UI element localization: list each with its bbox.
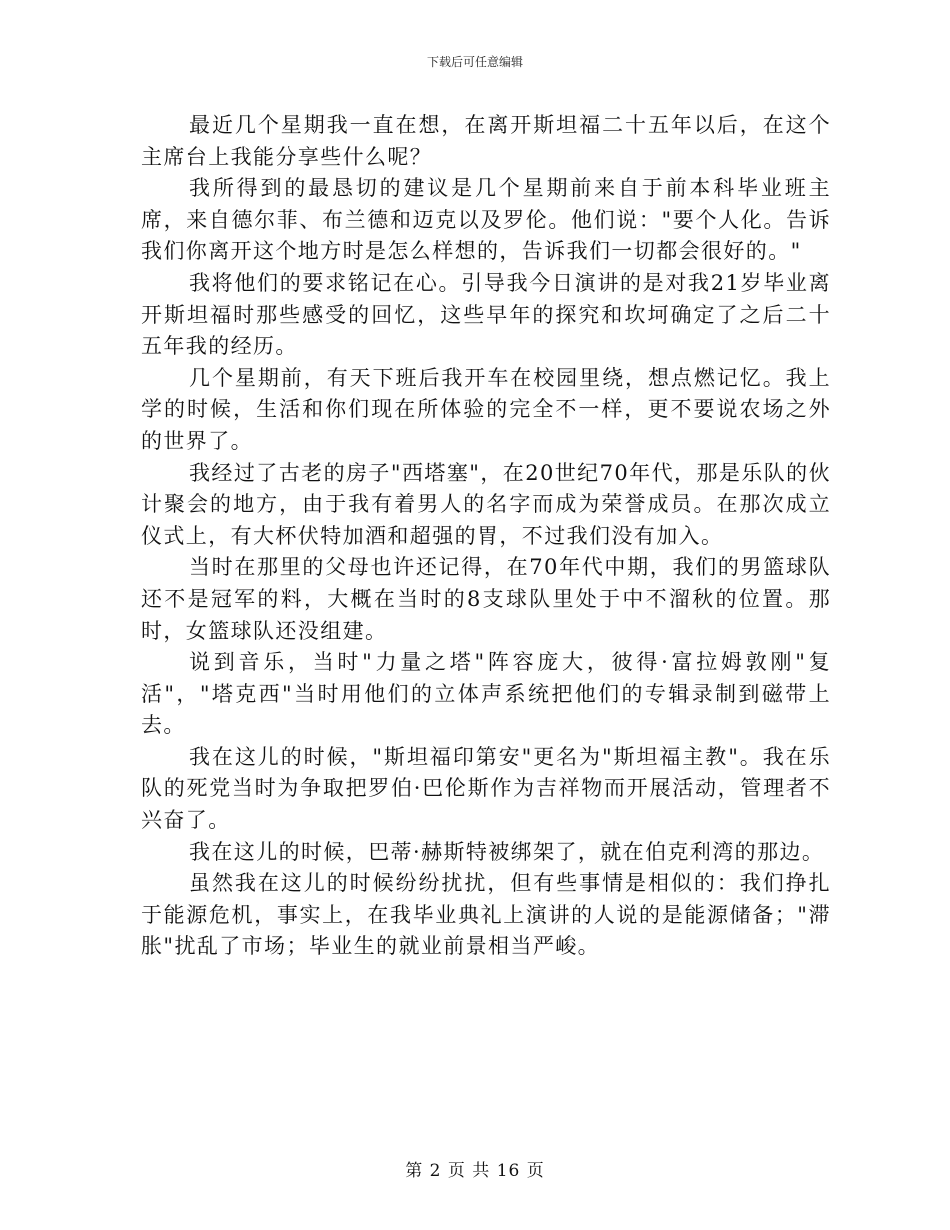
page-number: 第 2 页 共 16 页: [405, 1161, 545, 1181]
page-header: 下载后可任意编辑: [426, 55, 523, 69]
paragraph-2: 我所得到的最恳切的建议是几个星期前来自于前本科毕业班主席，来自德尔菲、布兰德和迈克以及罗伦。他们说："要个人化。告诉我们你离开这个地方时是怎么样想的，告诉我们一切都会很好的。": [141, 176, 831, 264]
paragraph-10: 虽然我在这儿的时候纷纷扰扰，但有些事情是相似的：我们挣扎于能源危机，事实上，在我毕业典礼上演讲的人说的是能源储备；"滞胀"扰乱了市场；毕业生的就业前景相当严峻。: [141, 871, 831, 959]
paragraph-4: 几个星期前，有天下班后我开车在校园里绕，想点燃记忆。我上学的时候，生活和你们现在所体验的完全不一样，更不要说农场之外的世界了。: [141, 365, 831, 453]
paragraph-9: 我在这儿的时候，巴蒂·赫斯特被绑架了，就在伯克利湾的那边。: [189, 839, 825, 864]
paragraph-8: 我在这儿的时候，"斯坦福印第安"更名为"斯坦福主教"。我在乐队的死党当时为争取把罗伯·巴伦斯作为吉祥物而开展活动，管理者不兴奋了。: [141, 744, 831, 833]
paragraph-3: 我将他们的要求铭记在心。引导我今日演讲的是对我21岁毕业离开斯坦福时那些感受的回忆，这些早年的探究和坎坷确定了之后二十五年我的经历。: [141, 270, 831, 359]
paragraph-7: 说到音乐，当时"力量之塔"阵容庞大，彼得·富拉姆敦刚"复活"，"塔克西"当时用他们的立体声系统把他们的专辑录制到磁带上去。: [141, 650, 831, 738]
paragraph-6: 当时在那里的父母也许还记得，在70年代中期，我们的男篮球队还不是冠军的料，大概在当时的8支球队里处于中不溜秋的位置。那时，女篮球队还没组建。: [141, 555, 831, 643]
document-body: [141, 110, 831, 963]
paragraph-1: 最近几个星期我一直在想，在离开斯坦福二十五年以后，在这个主席台上我能分享些什么呢？: [141, 113, 831, 169]
paragraph-5: 我经过了古老的房子"西塔塞"，在20世纪70年代，那是乐队的伙计聚会的地方，由于我有着男人的名字而成为荣誉成员。在那次成立仪式上，有大杯伏特加酒和超强的胃，不过我们没有加入。: [141, 460, 831, 548]
